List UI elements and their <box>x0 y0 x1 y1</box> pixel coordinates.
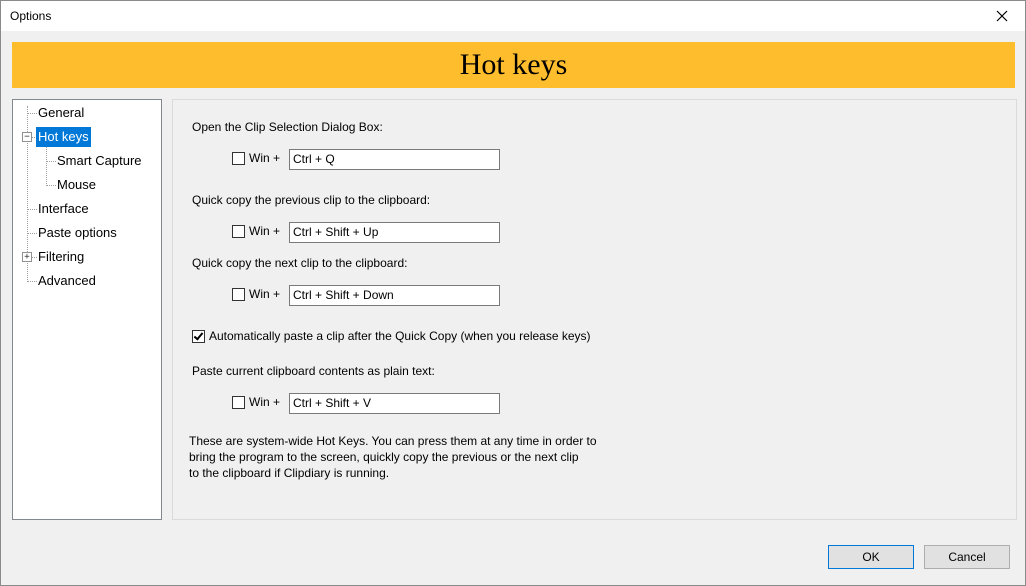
copy-next-label: Quick copy the next clip to the clipboard: <box>192 256 408 270</box>
hotkeys-note <box>189 433 599 481</box>
expand-icon[interactable]: + <box>22 252 32 262</box>
note-line: bring the program to the screen, quickly copy the previous or the next clip <box>189 450 579 464</box>
close-icon <box>996 10 1008 22</box>
auto-paste-checkbox[interactable] <box>192 329 591 343</box>
win-modifier-label: Win + <box>249 287 281 301</box>
checkbox-box <box>232 288 245 301</box>
copy-prev-hotkey-field[interactable]: Ctrl + Shift + Up <box>289 222 500 243</box>
copy-prev-label: Quick copy the previous clip to the clipboard: <box>192 193 431 207</box>
copy-next-win-checkbox[interactable] <box>232 287 280 301</box>
tree-item-paste-options[interactable]: Paste options <box>38 225 117 240</box>
checkbox-box <box>232 225 245 238</box>
collapse-icon[interactable]: − <box>22 132 32 142</box>
copy-next-hotkey-field[interactable]: Ctrl + Shift + Down <box>289 285 500 306</box>
cancel-button[interactable]: Cancel <box>924 545 1010 569</box>
plain-text-hotkey-field[interactable]: Ctrl + Shift + V <box>289 393 500 414</box>
checkbox-box <box>232 152 245 165</box>
plain-text-win-checkbox[interactable] <box>232 395 280 409</box>
tree-item-filtering[interactable]: Filtering <box>38 249 85 264</box>
ok-button[interactable]: OK <box>828 545 914 569</box>
options-tree <box>12 99 162 520</box>
note-line: These are system-wide Hot Keys. You can press them at any time in order to <box>189 434 597 448</box>
win-modifier-label: Win + <box>249 151 281 165</box>
win-modifier-label: Win + <box>249 395 281 409</box>
checkbox-box-checked <box>192 330 205 343</box>
win-modifier-label: Win + <box>249 224 281 238</box>
tree-item-mouse[interactable]: Mouse <box>57 177 97 192</box>
tree-item-hot-keys[interactable]: Hot keys <box>36 127 91 147</box>
window-title: Options <box>10 9 52 23</box>
section-title: Hot keys <box>459 48 568 81</box>
tree-connector <box>46 147 47 186</box>
note-line: to the clipboard if Clipdiary is running. <box>189 466 390 480</box>
section-banner <box>12 42 1015 88</box>
title-bar <box>1 1 1025 31</box>
clip-dialog-win-checkbox[interactable] <box>232 151 280 165</box>
plain-text-label: Paste current clipboard contents as plain text: <box>192 364 435 378</box>
auto-paste-label: Automatically paste a clip after the Quick Copy (when you release keys) <box>209 329 591 343</box>
tree-item-general[interactable]: General <box>38 105 85 120</box>
tree-item-advanced[interactable]: Advanced <box>38 273 96 288</box>
hot-keys-panel <box>172 99 1017 520</box>
tree-item-interface[interactable]: Interface <box>38 201 89 216</box>
clip-dialog-label: Open the Clip Selection Dialog Box: <box>192 120 383 134</box>
close-button[interactable] <box>979 1 1025 31</box>
checkbox-box <box>232 396 245 409</box>
copy-prev-win-checkbox[interactable] <box>232 224 280 238</box>
tree-item-smart-capture[interactable]: Smart Capture <box>57 153 142 168</box>
clip-dialog-hotkey-field[interactable]: Ctrl + Q <box>289 149 500 170</box>
